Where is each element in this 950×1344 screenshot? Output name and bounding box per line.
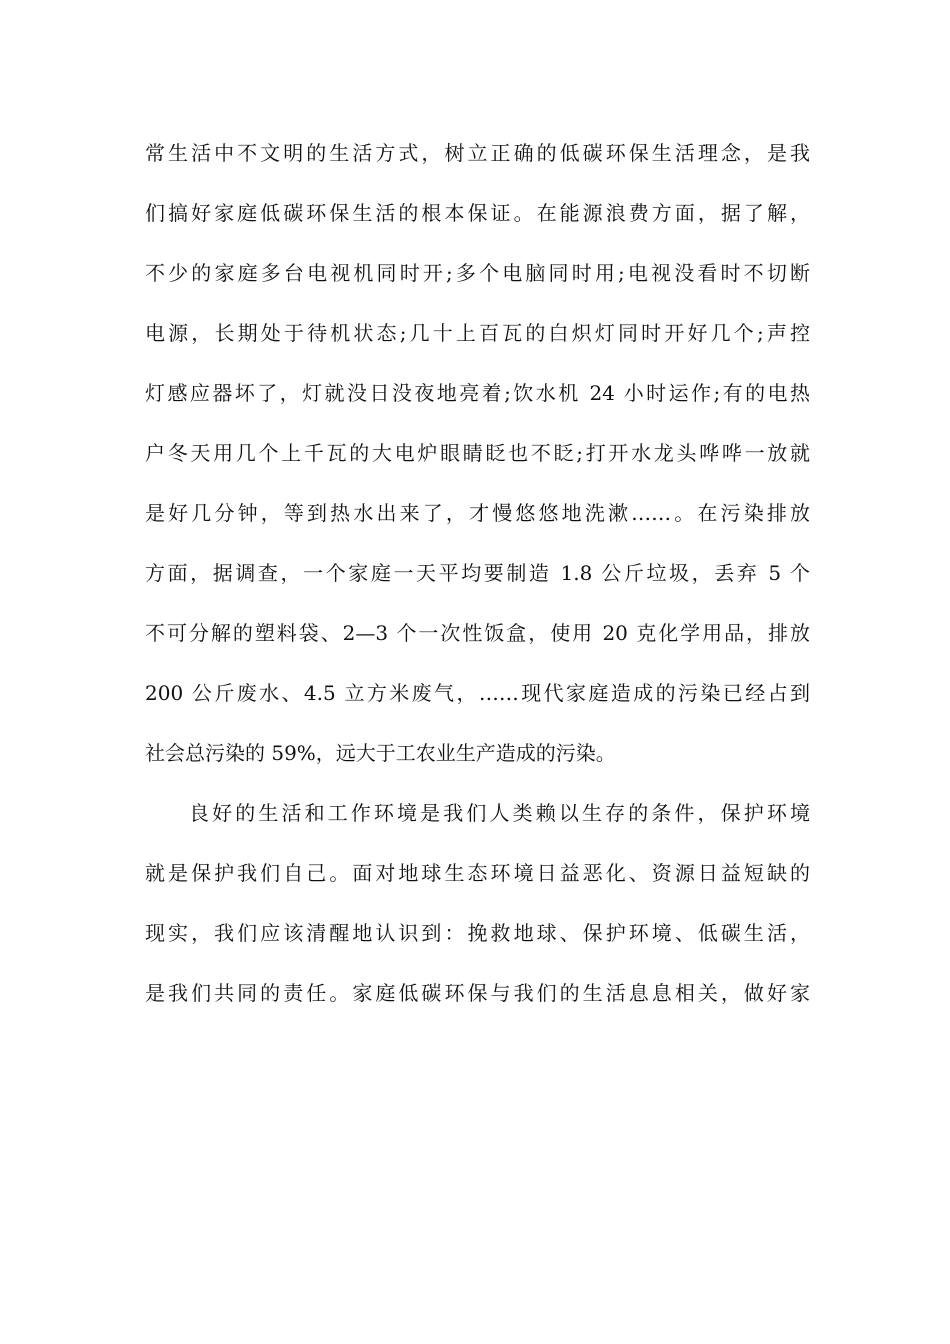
- text-line: 户冬天用几个上千瓦的大电炉眼睛眨也不眨;打开水龙头哗哗一放就: [145, 441, 810, 465]
- text-line: 常生活中不文明的生活方式，树立正确的低碳环保生活理念，是我: [145, 141, 810, 165]
- text-line: 良好的生活和工作环境是我们人类赖以生存的条件，保护环境: [189, 801, 810, 825]
- body-text: [145, 128, 810, 1028]
- text-line: 灯感应器坏了，灯就没日没夜地亮着;饮水机 24 小时运作;有的电热: [145, 381, 810, 405]
- text-line: 不少的家庭多台电视机同时开;多个电脑同时用;电视没看时不切断: [145, 261, 810, 285]
- text-line: 们搞好家庭低碳环保生活的根本保证。在能源浪费方面，据了解，: [145, 201, 810, 225]
- paragraph: [145, 128, 810, 788]
- text-line: 是好几分钟，等到热水出来了，才慢悠悠地洗漱……。在污染排放: [145, 501, 810, 525]
- text-line: 不可分解的塑料袋、2—3 个一次性饭盒，使用 20 克化学用品，排放: [145, 621, 810, 645]
- text-line: 电源，长期处于待机状态;几十上百瓦的白炽灯同时开好几个;声控: [145, 321, 810, 345]
- text-line: 方面，据调查，一个家庭一天平均要制造 1.8 公斤垃圾，丢弃 5 个: [145, 561, 810, 585]
- text-line: 200 公斤废水、4.5 立方米废气，……现代家庭造成的污染已经占到: [145, 681, 810, 705]
- text-line: 社会总污染的 59%，远大于工农业生产造成的污染。: [145, 741, 616, 765]
- text-line: 现实，我们应该清醒地认识到：挽救地球、保护环境、低碳生活，: [145, 921, 810, 945]
- text-line: 是我们共同的责任。家庭低碳环保与我们的生活息息相关，做好家: [145, 981, 810, 1005]
- text-line: 就是保护我们自己。面对地球生态环境日益恶化、资源日益短缺的: [145, 861, 810, 885]
- paragraph: [145, 788, 810, 1028]
